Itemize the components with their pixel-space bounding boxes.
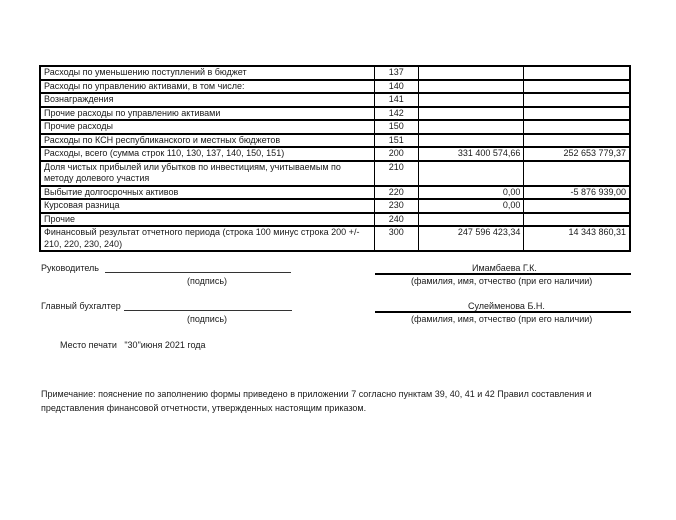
row-code: 200 — [374, 147, 418, 161]
current-period-value: 0,00 — [418, 199, 524, 213]
current-period-value — [418, 107, 524, 121]
table-row — [40, 80, 630, 94]
accountant-signature-caption: (подпись) — [187, 314, 228, 324]
row-name: Доля чистых прибылей или убытков по инвестициям, учитываемым по методу долевого участия — [40, 161, 374, 186]
previous-period-value: 252 653 779,37 — [524, 147, 630, 161]
current-period-value: 331 400 574,66 — [418, 147, 524, 161]
row-code: 141 — [374, 93, 418, 107]
accountant-name-line — [375, 311, 631, 313]
current-period-value — [418, 120, 524, 134]
row-name: Расходы по КСН республиканского и местных бюджетов — [40, 134, 374, 148]
row-name: Расходы, всего (сумма строк 110, 130, 137, 140, 150, 151) — [40, 147, 374, 161]
table-row — [40, 93, 630, 107]
previous-period-value — [524, 80, 630, 94]
previous-period-value — [524, 66, 630, 80]
stamp-date: Место печати "30"июня 2021 года — [60, 340, 206, 350]
row-code: 140 — [374, 80, 418, 94]
table-row — [40, 213, 630, 227]
row-name: Расходы по управлению активами, в том числе: — [40, 80, 374, 94]
row-name: Финансовый результат отчетного периода (строка 100 минус строка 200 +/- 210, 220, 230, 240) — [40, 226, 374, 251]
row-code: 151 — [374, 134, 418, 148]
previous-period-value — [524, 120, 630, 134]
row-code: 300 — [374, 226, 418, 251]
accountant-name-caption: (фамилия, имя, отчество (при его наличии) — [411, 314, 593, 324]
current-period-value — [418, 80, 524, 94]
row-name: Выбытие долгосрочных активов — [40, 186, 374, 200]
table-row — [40, 66, 630, 80]
table-row — [40, 147, 630, 161]
row-code: 150 — [374, 120, 418, 134]
previous-period-value — [524, 213, 630, 227]
row-name: Курсовая разница — [40, 199, 374, 213]
head-label: Руководитель — [41, 263, 99, 273]
current-period-value — [418, 134, 524, 148]
head-signature-line — [105, 272, 291, 273]
accountant-name: Сулейменова Б.Н. — [468, 301, 545, 311]
head-name-caption: (фамилия, имя, отчество (при его наличии) — [411, 276, 593, 286]
previous-period-value: -5 876 939,00 — [524, 186, 630, 200]
head-name: Имамбаева Г.К. — [472, 263, 537, 273]
accountant-label: Главный бухгалтер — [41, 301, 121, 311]
row-code: 240 — [374, 213, 418, 227]
financial-results-table — [39, 65, 631, 252]
row-code: 142 — [374, 107, 418, 121]
table-row — [40, 186, 630, 200]
row-name: Вознаграждения — [40, 93, 374, 107]
current-period-value — [418, 93, 524, 107]
row-code: 230 — [374, 199, 418, 213]
current-period-value: 247 596 423,34 — [418, 226, 524, 251]
table-row — [40, 199, 630, 213]
previous-period-value — [524, 134, 630, 148]
table-row — [40, 107, 630, 121]
table-row — [40, 120, 630, 134]
previous-period-value — [524, 93, 630, 107]
table-row — [40, 134, 630, 148]
previous-period-value — [524, 161, 630, 186]
current-period-value — [418, 161, 524, 186]
accountant-signature-line — [124, 310, 292, 311]
current-period-value — [418, 213, 524, 227]
row-name: Прочие расходы по управлению активами — [40, 107, 374, 121]
head-name-line — [375, 273, 631, 275]
head-signature-caption: (подпись) — [187, 276, 228, 286]
row-code: 210 — [374, 161, 418, 186]
table-row — [40, 226, 630, 251]
current-period-value — [418, 66, 524, 80]
row-name: Расходы по уменьшению поступлений в бюджет — [40, 66, 374, 80]
row-code: 220 — [374, 186, 418, 200]
row-name: Прочие расходы — [40, 120, 374, 134]
table-row — [40, 161, 630, 186]
previous-period-value — [524, 107, 630, 121]
row-code: 137 — [374, 66, 418, 80]
previous-period-value: 14 343 860,31 — [524, 226, 630, 251]
previous-period-value — [524, 199, 630, 213]
note-line-1: Примечание: пояснение по заполнению формы приведено в приложении 7 согласно пунктам 39, 40, 41 и 42 Правил составления и — [41, 389, 592, 399]
row-name: Прочие — [40, 213, 374, 227]
current-period-value: 0,00 — [418, 186, 524, 200]
note-line-2: представления финансовой отчетности, утвержденных настоящим приказом. — [41, 403, 367, 413]
